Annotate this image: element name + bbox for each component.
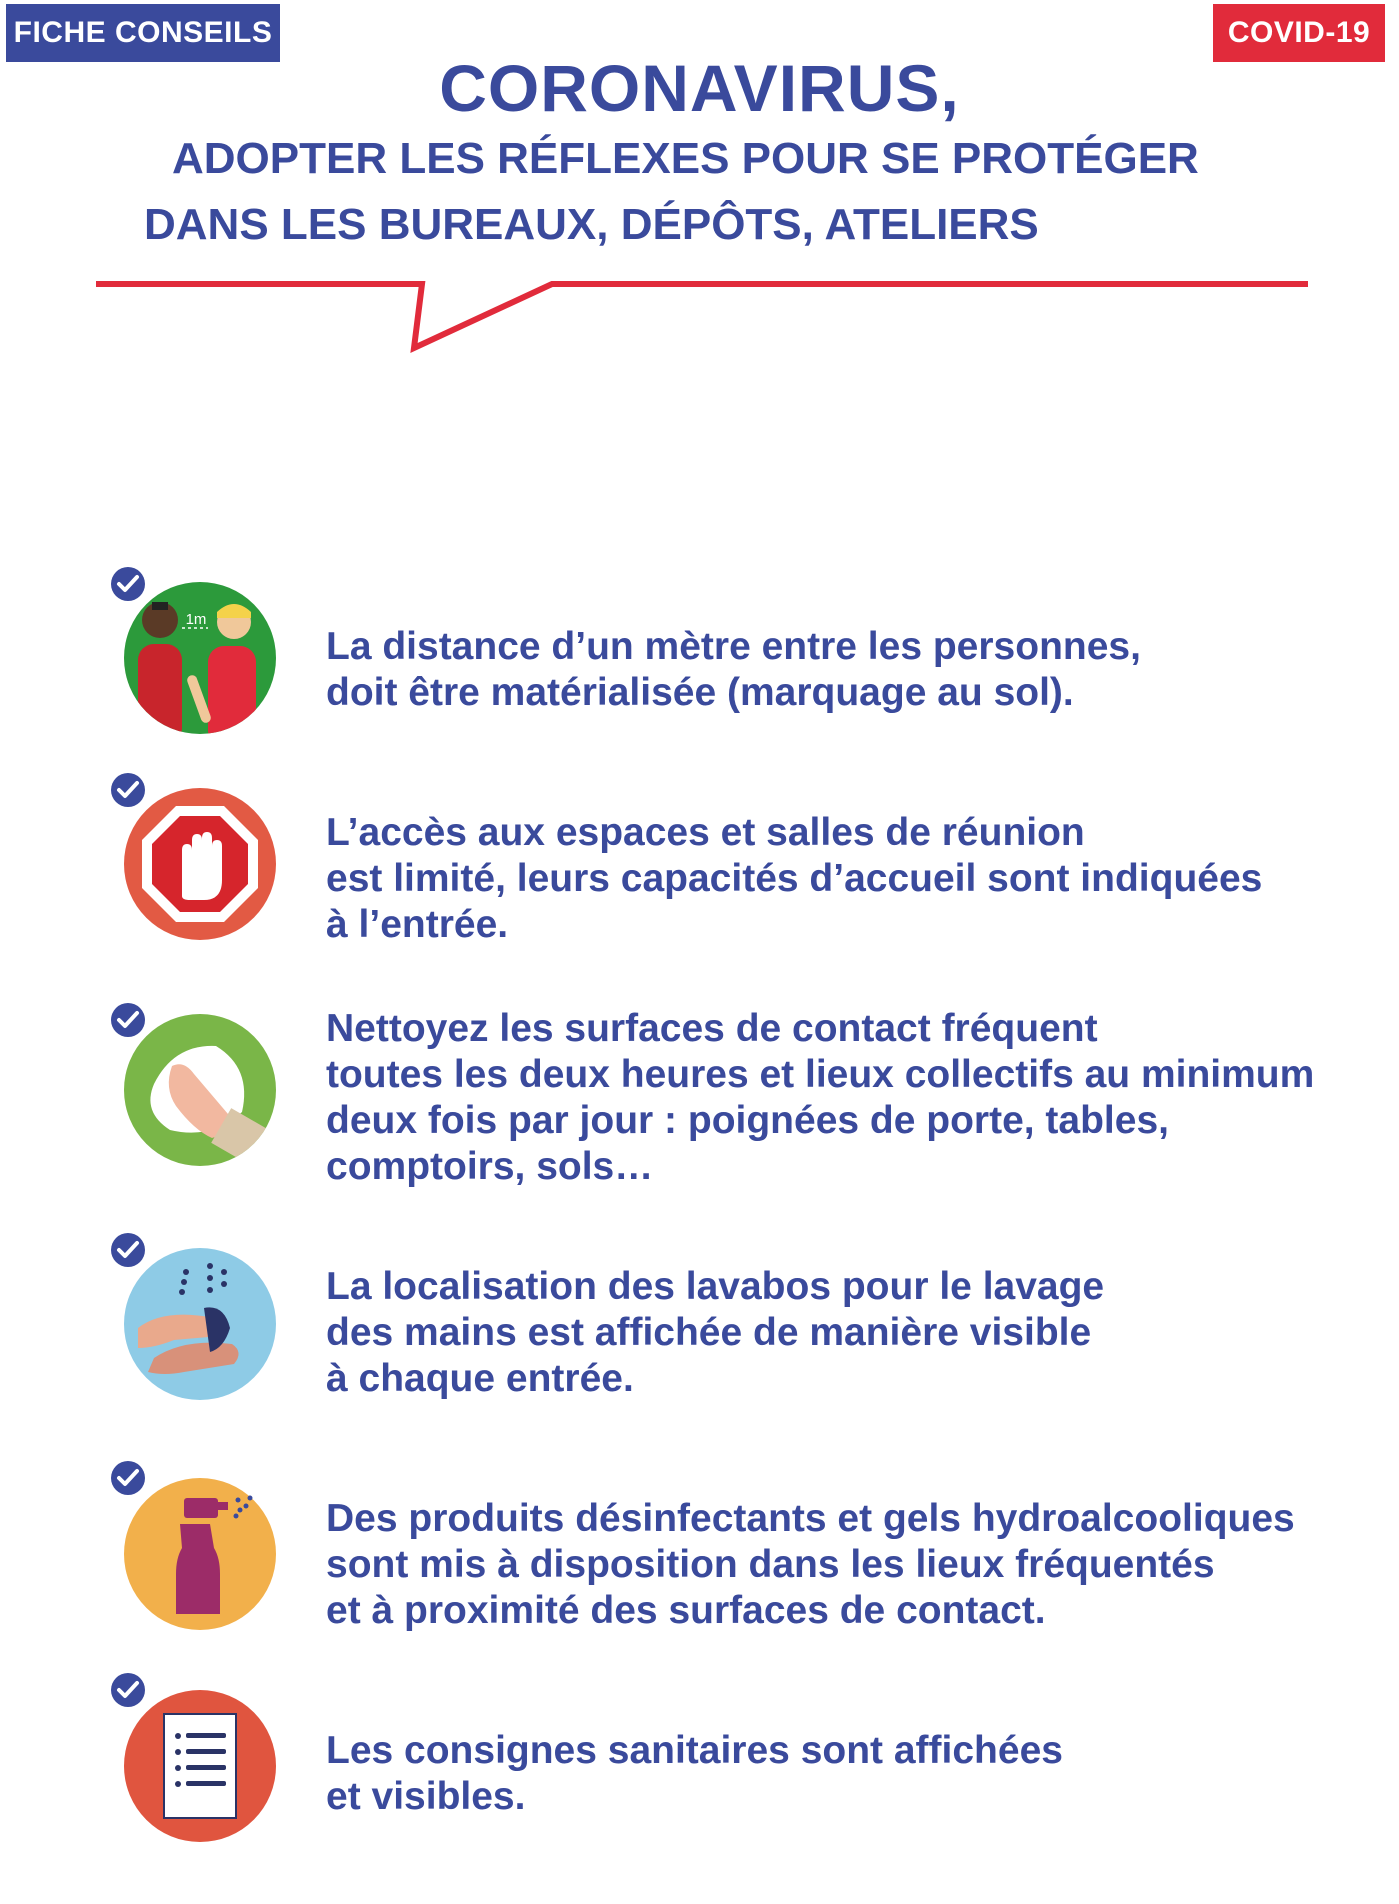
advice-item-5: Des produits désinfectants et gels hydroalcooliques sont mis à disposition dans les lieux fréquentés et à proximité des surfaces de contact.	[326, 1497, 1295, 1632]
hand-washing-icon	[124, 1248, 276, 1400]
distance-label: 1m	[185, 611, 207, 628]
page-title: CORONAVIRUS,	[439, 51, 960, 125]
checklist-document-icon	[124, 1690, 276, 1842]
advice-item-1: La distance d’un mètre entre les personnes, doit être matérialisée (marquage au sol).	[326, 625, 1141, 714]
fiche-conseils-tag: FICHE CONSEILS	[6, 4, 280, 62]
subtitle-line-2: DANS LES BUREAUX, DÉPÔTS, ATELIERS	[144, 200, 1039, 249]
advice-item-3: Nettoyez les surfaces de contact fréquent toutes les deux heures et lieux collectifs au minimum deux fois par jour : poignées de porte, tables, comptoirs, sols…	[326, 1007, 1315, 1188]
covid-19-tag: COVID-19	[1213, 4, 1385, 62]
stop-hand-icon	[124, 788, 276, 940]
speech-bubble-line	[96, 274, 1316, 364]
spray-bottle-icon	[124, 1478, 276, 1630]
cleaning-wipe-icon	[124, 1014, 276, 1166]
advice-item-2: L’accès aux espaces et salles de réunion est limité, leurs capacités d’accueil sont indiquées à l’entrée.	[326, 811, 1263, 946]
subtitle-line-1: ADOPTER LES RÉFLEXES POUR SE PROTÉGER	[172, 134, 1199, 183]
advice-item-6: Les consignes sanitaires sont affichées et visibles.	[326, 1729, 1063, 1818]
advice-item-4: La localisation des lavabos pour le lavage des mains est affichée de manière visible à chaque entrée.	[326, 1265, 1105, 1400]
distance-icon	[124, 582, 276, 734]
